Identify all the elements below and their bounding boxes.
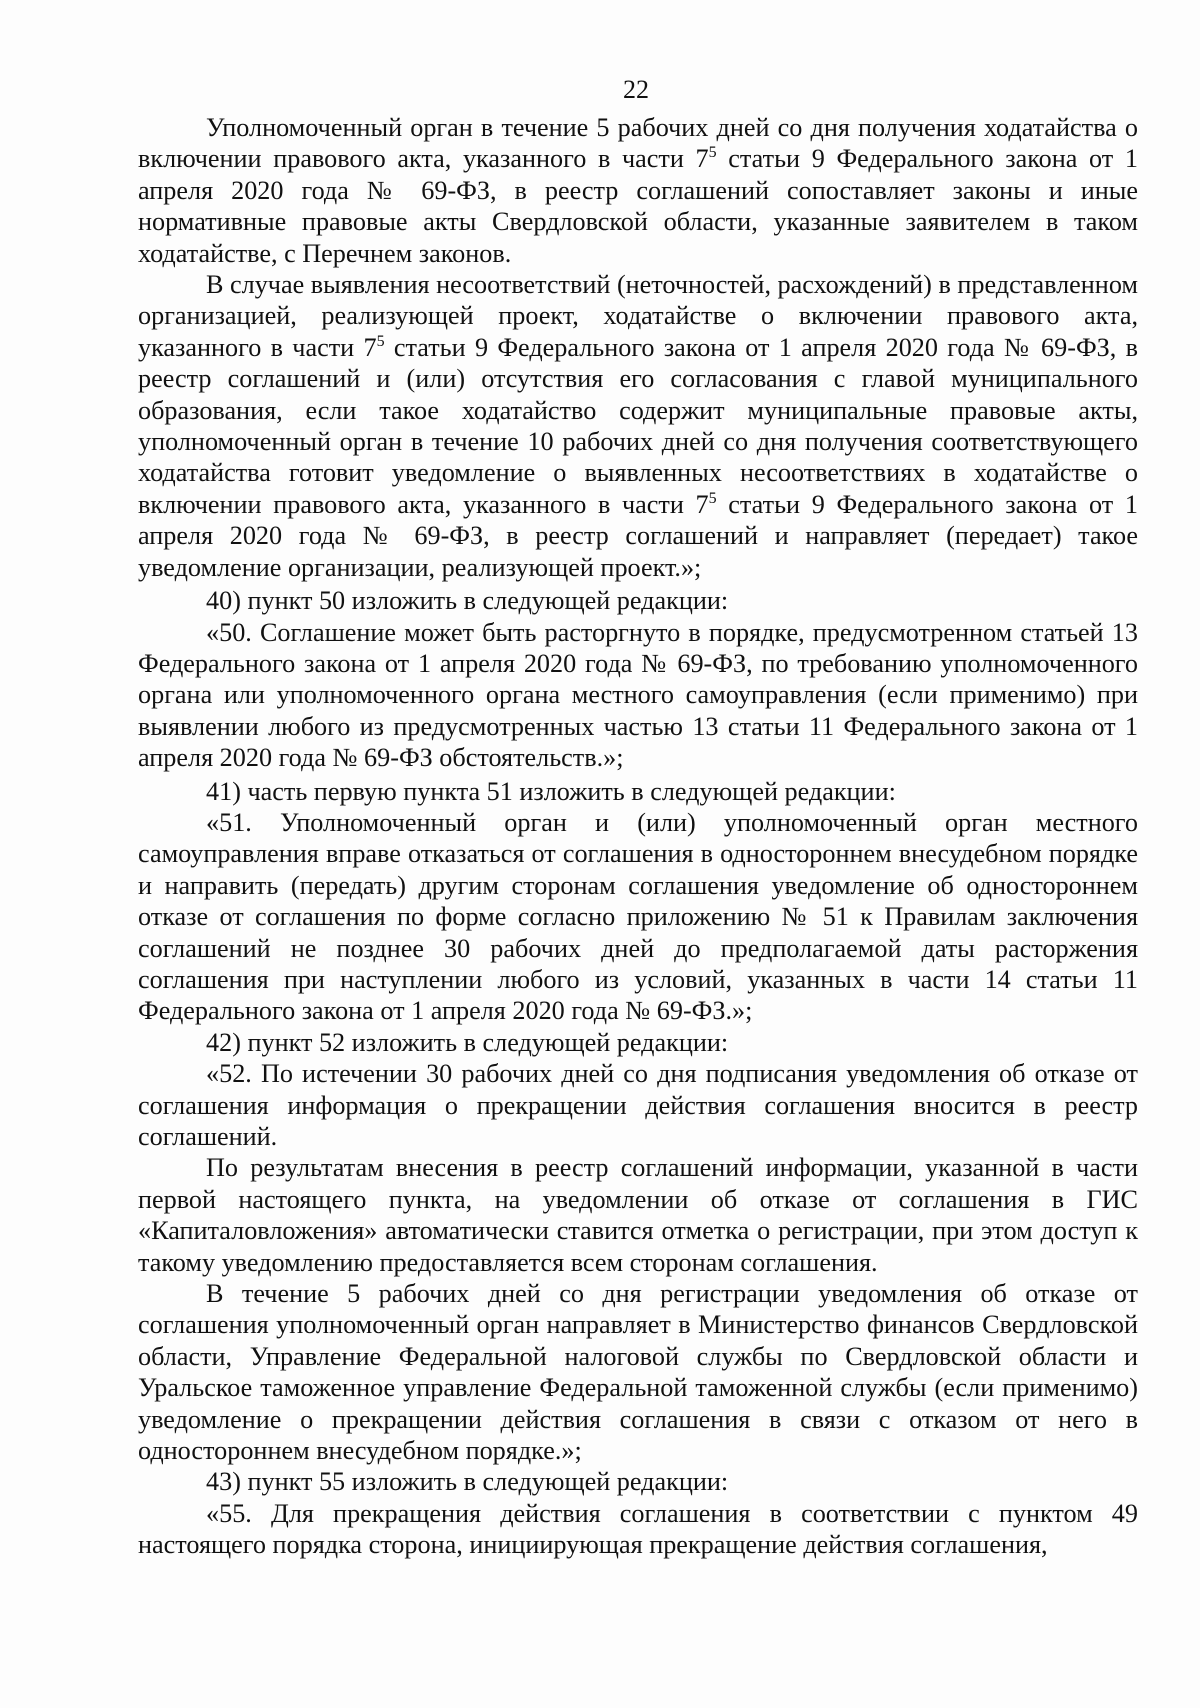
document-body xyxy=(138,112,1138,1561)
paragraph-clause-52: «52. По истечении 30 рабочих дней со дня подписания уведомления об отказе от соглашения информация о прекращении действия соглашения вносится в реестр соглашений. xyxy=(138,1059,1138,1151)
paragraph-clause-55: «55. Для прекращения действия соглашения в соответствии с пунктом 49 настоящего порядка сторона, инициирующая прекращение действия соглашения, xyxy=(138,1498,1138,1560)
superscript-5: 5 xyxy=(708,144,717,162)
paragraph-clause-50: «50. Соглашение может быть расторгнуто в порядке, предусмотренном статьей 13 Федерального закона от 1 апреля 2020 года № 69-ФЗ, по требованию уполномоченного органа или уполномоченного органа местного самоуправления (если применимо) при выявлении любого из предусмотренных частью 13 статьи 11 Федерального закона от 1 апреля 2020 года № 69-ФЗ обстоятельств.»; xyxy=(138,617,1138,773)
paragraph-amendment-40: 40) пункт 50 изложить в следующей редакции: xyxy=(206,586,729,616)
paragraph-clause-51: «51. Уполномоченный орган и (или) уполномоченный орган местного самоуправления вправе отказаться от соглашения в одностороннем внесудебном порядке и направить (передать) другим сторонам соглашения уведомление об одностороннем отказе от соглашения по форме согласно приложению № 51 к Правилам заключения соглашений не позднее 30 рабочих дней до предполагаемой даты расторжения соглашения при наступлении любого из условий, указанных в части 14 статьи 11 Федерального закона от 1 апреля 2020 года № 69-ФЗ.»; xyxy=(138,807,1138,1026)
paragraph-registration: По результатам внесения в реестр соглашений информации, указанной в части первой настоящего пункта, на уведомлении об отказе от соглашения в ГИС «Капиталовложения» автоматически ставится отметка о регистрации, при этом доступ к такому уведомлению предоставляется всем сторонам соглашения. xyxy=(138,1153,1138,1277)
paragraph-discrepancies: В случае выявления несоответствий (неточностей, расхождений) в представленном организацией, реализующей проект, ходатайстве о включении правового акта, указанного в части $7^5$ статьи 9 Федерального закона от 1 апреля 2020 года № 69-ФЗ, в реестр соглашений и (или) отсутствия его согласования с главой муниципального образования, если такое ходатайство содержит муниципальные правовые акты, уполномоченный орган в течение 10 рабочих дней со дня получения соответствующего ходатайства готовит уведомление о выявленных несоответствиях в ходатайстве о включении правового акта, указанного в части $7^5$ статьи 9 Федерального закона от 1 апреля 2020 года № 69-ФЗ, в реестр соглашений и направляет (передает) такое уведомление организации, реализующей проект.»; xyxy=(138,270,1138,582)
paragraph-amendment-41: 41) часть первую пункта 51 изложить в следующей редакции: xyxy=(206,776,896,806)
page-number: 22 xyxy=(623,75,649,104)
paragraph-reconciliation: Уполномоченный орган в течение 5 рабочих дней со дня получения ходатайства о включении правового акта, указанного в части $7^5$ статьи 9 Федерального закона от 1 апреля 2020 года № 69-ФЗ, в реестр соглашений сопоставляет законы и иные нормативные правовые акты Свердловской области, указанные заявителем в таком ходатайстве, с Перечнем законов. xyxy=(138,113,1138,268)
paragraph-amendment-43: 43) пункт 55 изложить в следующей редакции: xyxy=(206,1467,729,1497)
paragraph-amendment-42: 42) пункт 52 изложить в следующей редакции: xyxy=(206,1027,729,1057)
superscript-5: 5 xyxy=(376,332,385,350)
superscript-5: 5 xyxy=(708,489,717,507)
paragraph-notification: В течение 5 рабочих дней со дня регистрации уведомления об отказе от соглашения уполномоченный орган направляет в Министерство финансов Свердловской области, Управление Федеральной налоговой службы по Свердловской области и Уральское таможенное управление Федеральной таможенной службы (если применимо) уведомление о прекращении действия соглашения в связи с отказом от него в одностороннем внесудебном порядке.»; xyxy=(138,1279,1138,1466)
